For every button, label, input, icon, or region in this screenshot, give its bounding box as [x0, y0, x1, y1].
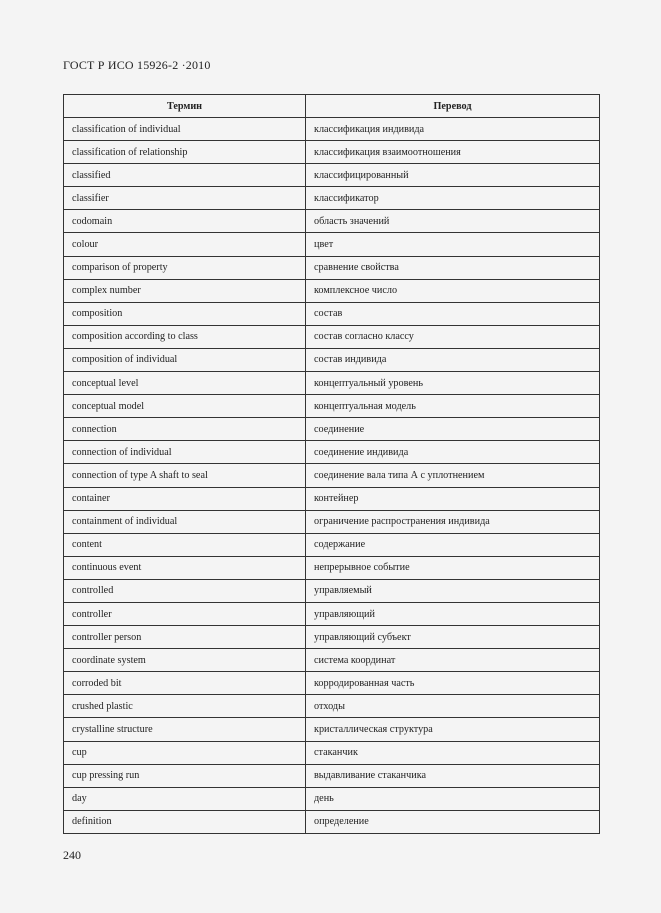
- table-row: [64, 602, 600, 625]
- table-row: [64, 741, 600, 764]
- term-cell: content: [64, 533, 306, 556]
- term-cell: container: [64, 487, 306, 510]
- term-cell: corroded bit: [64, 672, 306, 695]
- table-row: [64, 141, 600, 164]
- translation-cell: управляемый: [306, 579, 600, 602]
- translation-cell: классификатор: [306, 187, 600, 210]
- table-row: [64, 626, 600, 649]
- table-row: [64, 556, 600, 579]
- term-cell: connection of type A shaft to seal: [64, 464, 306, 487]
- term-cell: complex number: [64, 279, 306, 302]
- translation-cell: управляющий: [306, 602, 600, 625]
- table-row: [64, 325, 600, 348]
- translation-cell: стаканчик: [306, 741, 600, 764]
- translation-cell: кристаллическая структура: [306, 718, 600, 741]
- term-cell: classifier: [64, 187, 306, 210]
- translation-cell: содержание: [306, 533, 600, 556]
- term-cell: classified: [64, 164, 306, 187]
- term-cell: crushed plastic: [64, 695, 306, 718]
- term-cell: composition according to class: [64, 325, 306, 348]
- table-row: [64, 348, 600, 371]
- table-row: [64, 395, 600, 418]
- translation-cell: сравнение свойства: [306, 256, 600, 279]
- term-cell: connection of individual: [64, 441, 306, 464]
- term-cell: composition: [64, 302, 306, 325]
- translation-cell: концептуальная модель: [306, 395, 600, 418]
- page-number: 240: [63, 848, 81, 862]
- translation-cell: определение: [306, 810, 600, 833]
- table-row: [64, 418, 600, 441]
- translation-cell: комплексное число: [306, 279, 600, 302]
- table-row: [64, 302, 600, 325]
- translation-cell: цвет: [306, 233, 600, 256]
- translation-cell: состав индивида: [306, 348, 600, 371]
- term-cell: cup: [64, 741, 306, 764]
- table-row: [64, 787, 600, 810]
- table-row: [64, 510, 600, 533]
- translation-cell: концептуальный уровень: [306, 372, 600, 395]
- translation-cell: непрерывное событие: [306, 556, 600, 579]
- translation-cell: состав согласно классу: [306, 325, 600, 348]
- term-cell: coordinate system: [64, 649, 306, 672]
- term-cell: containment of individual: [64, 510, 306, 533]
- term-cell: conceptual model: [64, 395, 306, 418]
- table-row: [64, 118, 600, 141]
- term-cell: classification of relationship: [64, 141, 306, 164]
- table-row: [64, 256, 600, 279]
- term-cell: conceptual level: [64, 372, 306, 395]
- term-cell: classification of individual: [64, 118, 306, 141]
- translation-cell: контейнер: [306, 487, 600, 510]
- term-cell: continuous event: [64, 556, 306, 579]
- table-row: [64, 649, 600, 672]
- table-row: [64, 579, 600, 602]
- table-row: [64, 187, 600, 210]
- table-row: [64, 810, 600, 833]
- table-row: [64, 233, 600, 256]
- term-cell: controlled: [64, 579, 306, 602]
- translation-cell: классификация взаимоотношения: [306, 141, 600, 164]
- term-cell: controller person: [64, 626, 306, 649]
- translation-cell: соединение: [306, 418, 600, 441]
- term-cell: definition: [64, 810, 306, 833]
- terms-table: [63, 94, 600, 834]
- table-row: [64, 764, 600, 787]
- translation-cell: день: [306, 787, 600, 810]
- table-row: [64, 279, 600, 302]
- translation-cell: классификация индивида: [306, 118, 600, 141]
- translation-cell: корродированная часть: [306, 672, 600, 695]
- translation-cell: управляющий субъект: [306, 626, 600, 649]
- table-row: [64, 672, 600, 695]
- column-header-translation: Перевод: [306, 95, 600, 118]
- table-row: [64, 695, 600, 718]
- document-header: ГОСТ Р ИСО 15926-2 ·2010: [63, 58, 211, 72]
- table-row: [64, 210, 600, 233]
- translation-cell: состав: [306, 302, 600, 325]
- translation-cell: классифицированный: [306, 164, 600, 187]
- term-cell: codomain: [64, 210, 306, 233]
- term-cell: connection: [64, 418, 306, 441]
- translation-cell: система координат: [306, 649, 600, 672]
- term-cell: composition of individual: [64, 348, 306, 371]
- table-row: [64, 718, 600, 741]
- translation-cell: ограничение распространения индивида: [306, 510, 600, 533]
- terms-table-body: [64, 118, 600, 834]
- column-header-term: Термин: [64, 95, 306, 118]
- table-row: [64, 372, 600, 395]
- term-cell: colour: [64, 233, 306, 256]
- table-row: [64, 533, 600, 556]
- term-cell: controller: [64, 602, 306, 625]
- table-header-row: [64, 95, 600, 118]
- table-row: [64, 164, 600, 187]
- translation-cell: выдавливание стаканчика: [306, 764, 600, 787]
- translation-cell: соединение индивида: [306, 441, 600, 464]
- translation-cell: область значений: [306, 210, 600, 233]
- table-row: [64, 464, 600, 487]
- term-cell: comparison of property: [64, 256, 306, 279]
- term-cell: cup pressing run: [64, 764, 306, 787]
- table-row: [64, 487, 600, 510]
- term-cell: day: [64, 787, 306, 810]
- translation-cell: отходы: [306, 695, 600, 718]
- table-row: [64, 441, 600, 464]
- translation-cell: соединение вала типа А с уплотнением: [306, 464, 600, 487]
- term-cell: crystalline structure: [64, 718, 306, 741]
